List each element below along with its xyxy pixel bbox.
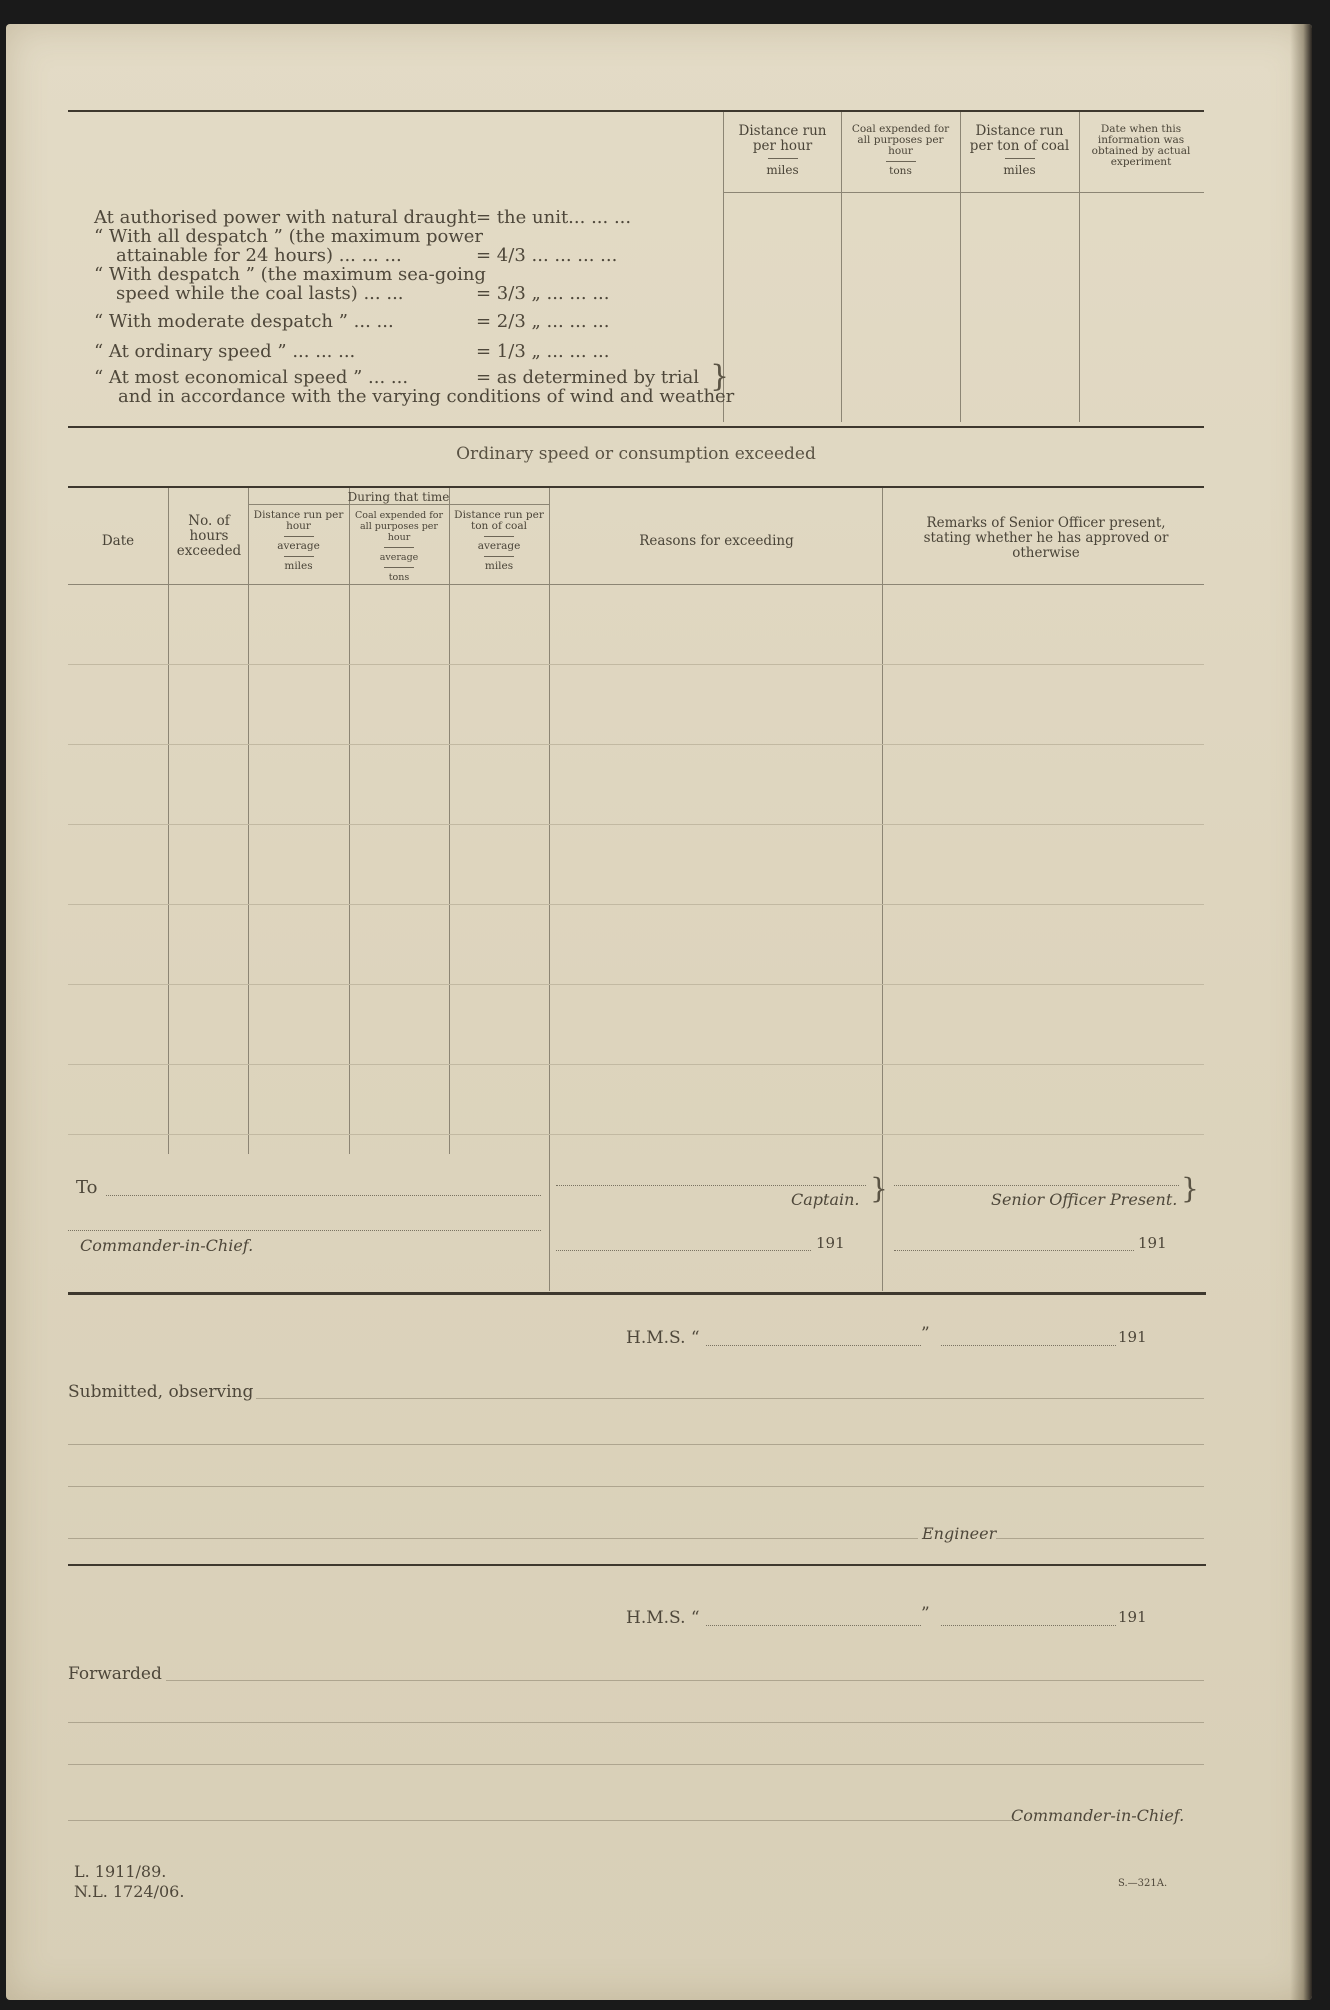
row-label: “ With despatch ” (the maximum sea-going xyxy=(94,264,486,285)
header-unit: miles xyxy=(766,163,799,177)
section-title: Ordinary speed or consumption exceeded xyxy=(456,444,816,464)
captain-label: Captain. xyxy=(791,1190,860,1209)
row-label: “ At most economical speed ” ... ... xyxy=(94,367,409,388)
header-unit: tons xyxy=(889,165,912,177)
line[interactable] xyxy=(68,1820,1013,1821)
to-line[interactable] xyxy=(106,1194,541,1196)
top-header-4 xyxy=(1082,124,1200,168)
row-ratio: = 2/3 „ ... ... ... xyxy=(476,311,610,332)
header-label: Distance run per ton of coal xyxy=(969,123,1070,154)
senior-year: 191 xyxy=(1138,1234,1167,1252)
form-number: S.—321A. xyxy=(1118,1878,1168,1889)
col-divider xyxy=(960,112,961,422)
hms-close: ” xyxy=(921,1324,930,1344)
forwarded-label: Forwarded xyxy=(68,1664,162,1684)
top-header-2 xyxy=(844,124,957,177)
during-label: During that time xyxy=(347,490,450,504)
col-divider xyxy=(549,488,550,1291)
row-label: At authorised power with natural draught xyxy=(94,207,477,228)
col-hours: No. of hours exceeded xyxy=(176,513,242,559)
col-divider xyxy=(882,488,883,1291)
submitted-label: Submitted, observing xyxy=(68,1382,254,1402)
col-divider xyxy=(449,488,450,1154)
header-unit: tons xyxy=(388,572,410,583)
col-date: Date xyxy=(101,533,135,549)
top-header-1 xyxy=(726,124,839,178)
senior-date-line[interactable] xyxy=(894,1249,1134,1251)
line[interactable] xyxy=(68,1764,1204,1765)
col-remarks: Remarks of Senior Officer present, stating whether he has approved or otherwise xyxy=(923,515,1169,561)
row-ratio: = 4/3 ... ... ... ... xyxy=(476,245,618,266)
senior-line[interactable] xyxy=(894,1184,1179,1186)
rule xyxy=(68,1564,1206,1566)
captain-date-line[interactable] xyxy=(556,1249,811,1251)
line xyxy=(68,1229,541,1231)
hms-close: ” xyxy=(921,1604,930,1624)
row-label: “ At ordinary speed ” ... ... ... xyxy=(94,341,356,362)
captain-line[interactable] xyxy=(556,1184,866,1186)
date-line[interactable] xyxy=(941,1344,1116,1346)
header-unit: miles xyxy=(484,560,514,572)
row-ratio: = 1/3 „ ... ... ... xyxy=(476,341,610,362)
engineer-label: Engineer xyxy=(922,1524,997,1543)
header-label: Distance run per hour xyxy=(738,123,827,154)
col-divider xyxy=(349,488,350,1154)
col-distance xyxy=(250,510,347,572)
col-divider xyxy=(248,488,249,1154)
col-reasons: Reasons for exceeding xyxy=(639,533,794,549)
line xyxy=(996,1538,1204,1539)
header-label: Date when this information was obtained by actual experiment xyxy=(1091,123,1191,168)
ref-1: L. 1911/89. xyxy=(74,1862,167,1881)
row-ratio: = as determined by trial xyxy=(476,367,699,388)
row-label: “ With moderate despatch ” ... ... xyxy=(94,311,394,332)
hms-label: H.M.S. “ xyxy=(626,1328,700,1348)
ship-name-line[interactable] xyxy=(706,1344,921,1346)
hms-year: 191 xyxy=(1118,1328,1147,1346)
commander-label: Commander-in-Chief. xyxy=(80,1236,254,1255)
section-bottom-rule xyxy=(68,1292,1206,1295)
top-rule xyxy=(68,110,1204,112)
during-rule xyxy=(248,504,549,505)
col-ton xyxy=(451,510,547,572)
line[interactable] xyxy=(68,1538,918,1539)
ref-2: N.L. 1724/06. xyxy=(74,1882,185,1901)
header-label: Distance run per hour xyxy=(253,509,344,532)
to-label: To xyxy=(76,1177,98,1198)
date-line[interactable] xyxy=(941,1624,1116,1626)
form-page xyxy=(6,24,1312,2000)
row-ratio: = 3/3 „ ... ... ... xyxy=(476,283,610,304)
col-divider xyxy=(1079,112,1080,422)
header-sub: average xyxy=(477,540,521,552)
header-sub: average xyxy=(277,540,320,552)
forwarded-line[interactable] xyxy=(166,1680,1204,1681)
header-bottom-rule xyxy=(68,584,1204,585)
top-table-bottom-rule xyxy=(68,426,1204,428)
line[interactable] xyxy=(68,1486,1204,1487)
col-coal xyxy=(351,510,447,583)
section-top-rule xyxy=(68,486,1204,488)
header-label: Distance run per ton of coal xyxy=(454,509,544,532)
senior-label: Senior Officer Present. xyxy=(991,1190,1178,1209)
ship-name-line[interactable] xyxy=(706,1624,921,1626)
col-divider xyxy=(841,112,842,422)
commander-label-2: Commander-in-Chief. xyxy=(1011,1806,1185,1825)
header-unit: miles xyxy=(1003,163,1036,177)
brace: } xyxy=(710,359,730,394)
col-divider xyxy=(168,488,169,1154)
header-label: Coal expended for all purposes per hour xyxy=(851,123,950,157)
row-label-cont: and in accordance with the varying conditions of wind and weather xyxy=(118,386,735,407)
header-unit: miles xyxy=(284,560,313,572)
row-ratio: = the unit... ... ... xyxy=(476,207,632,228)
line[interactable] xyxy=(68,1444,1204,1445)
top-header-3 xyxy=(963,124,1076,178)
row-label-cont: speed while the coal lasts) ... ... xyxy=(116,283,404,304)
header-sub: average xyxy=(379,552,419,563)
row-label-cont: attainable for 24 hours) ... ... ... xyxy=(116,245,402,266)
header-label: Coal expended for all purposes per hour xyxy=(354,510,444,543)
hms-label: H.M.S. “ xyxy=(626,1608,700,1628)
captain-year: 191 xyxy=(816,1234,845,1252)
hms-year: 191 xyxy=(1118,1608,1147,1626)
header-rule xyxy=(723,192,1204,193)
brace: } xyxy=(870,1172,888,1205)
brace: } xyxy=(1181,1172,1199,1205)
submitted-line[interactable] xyxy=(256,1398,1204,1399)
row-label: “ With all despatch ” (the maximum power xyxy=(94,226,484,247)
line[interactable] xyxy=(68,1722,1204,1723)
